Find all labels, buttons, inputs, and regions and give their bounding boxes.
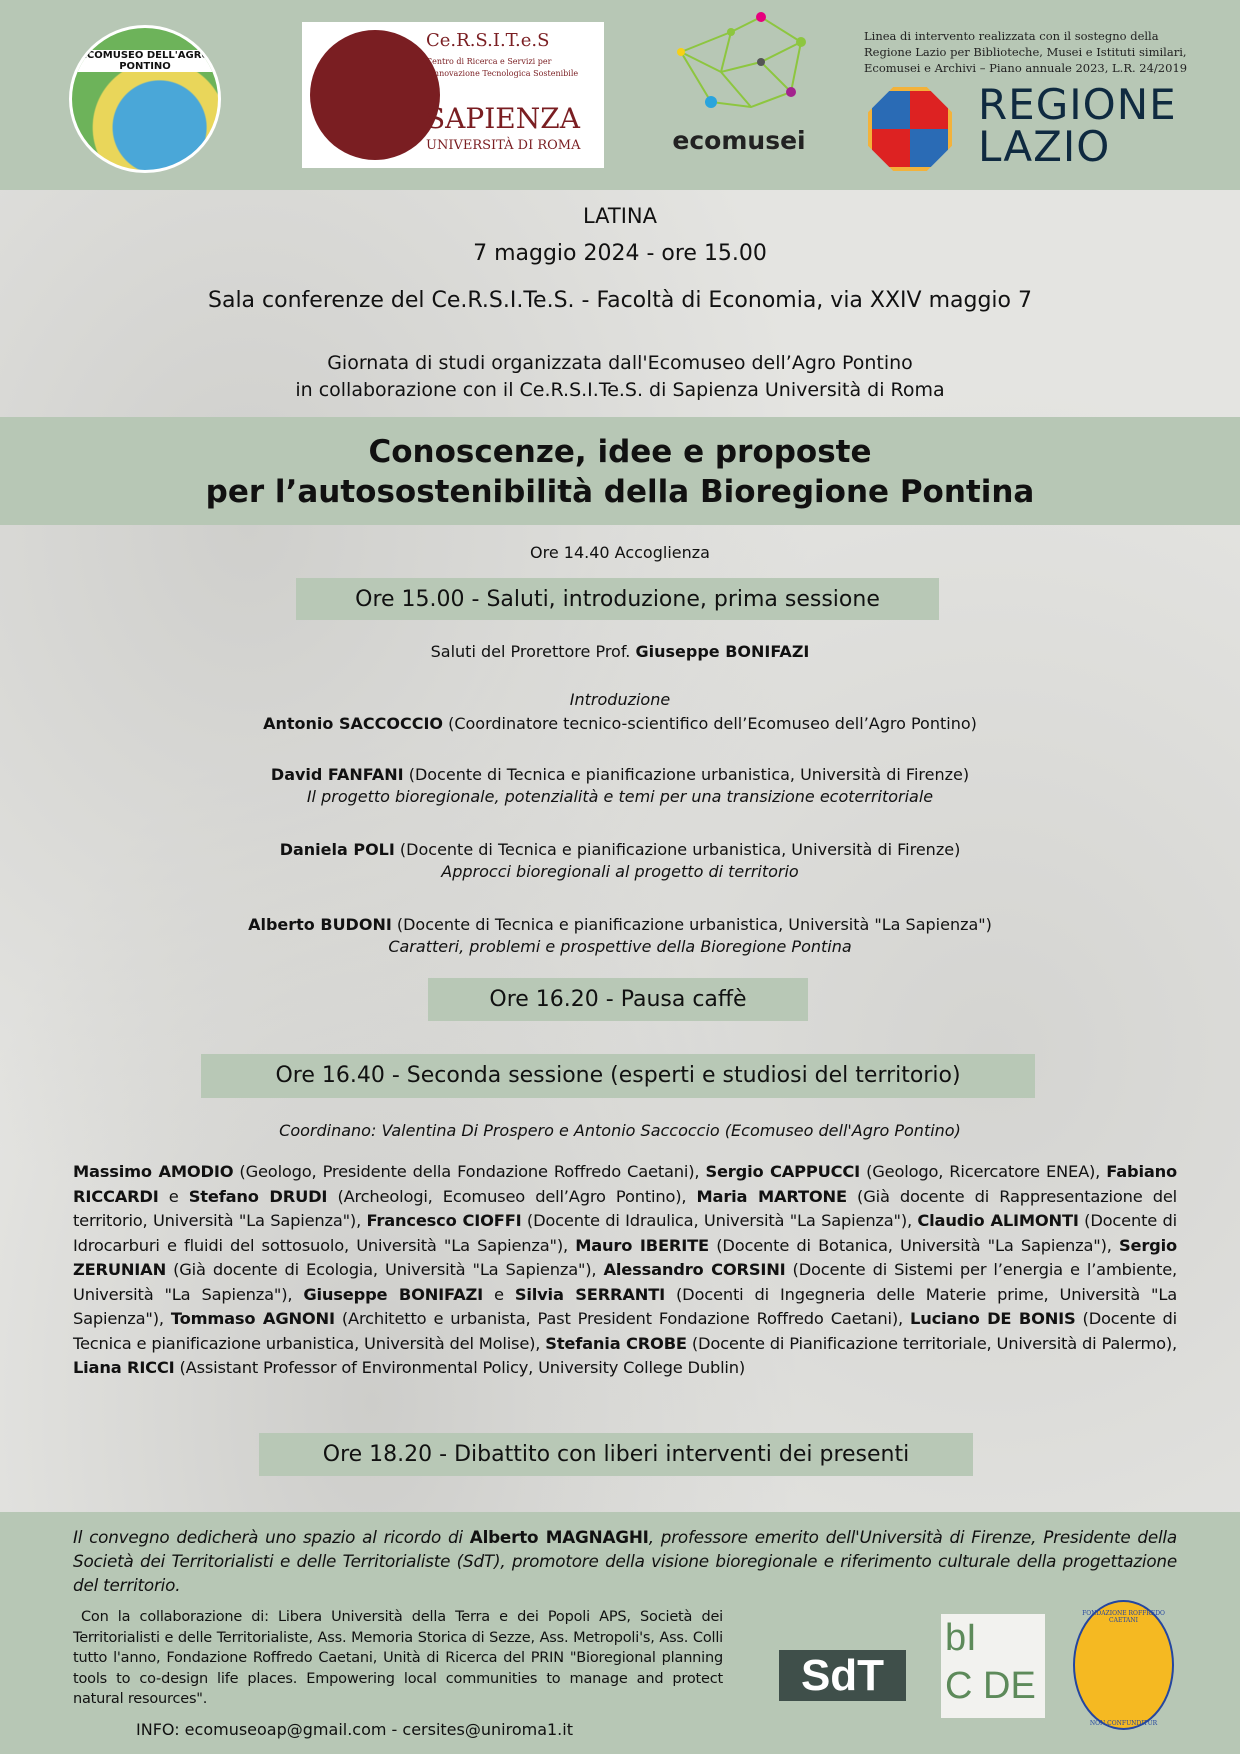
session-1-heading: Ore 15.00 - Saluti, introduzione, prima sessione xyxy=(296,578,939,620)
text-segment: (Geologo, Presidente della Fondazione Roffredo Caetani), xyxy=(233,1162,706,1181)
event-date: 7 maggio 2024 - ore 15.00 xyxy=(473,241,767,266)
text-segment: (Docente di Sistemi per l’energia e l’ambiente, Università "La Sapienza"), xyxy=(73,1260,1177,1304)
ecomuseo-logo: ECOMUSEO DELL'AGRO PONTINO xyxy=(69,25,221,173)
person-name: Liana RICCI xyxy=(73,1358,175,1377)
person-name: Claudio ALIMONTI xyxy=(917,1211,1079,1230)
person-name: Luciano DE BONIS xyxy=(910,1309,1076,1328)
talk-4: Alberto BUDONI (Docente di Tecnica e pianificazione urbanistica, Università "La Sapienza") Caratteri, problemi e prospettive della Bioregione Pontina xyxy=(248,915,992,956)
regione-lazio-wordmark: REGIONE LAZIO xyxy=(978,80,1177,171)
coffee-break-heading: Ore 16.20 - Pausa caffè xyxy=(428,978,808,1021)
ecomusei-logo: ecomusei xyxy=(671,12,807,172)
person-name: Stefania CROBE xyxy=(545,1333,687,1353)
text-segment: (Geologo, Ricercatore ENEA), xyxy=(860,1162,1107,1181)
event-title-line-2: per l’autosostenibilità della Bioregione Pontina xyxy=(205,474,1035,510)
network-icon xyxy=(671,12,807,122)
contact-info: INFO: ecomuseoap@gmail.com - cersites@uniroma1.it xyxy=(136,1720,573,1739)
person-name: Massimo AMODIO xyxy=(73,1162,234,1181)
organizer-line-2: in collaborazione con il Ce.R.S.I.Te.S. di Sapienza Università di Roma xyxy=(295,379,945,401)
session-2-heading: Ore 16.40 - Seconda sessione (esperti e studiosi del territorio) xyxy=(201,1054,1035,1098)
text-segment: , professore emerito dell'Università di Firenze, Presidente della Società dei Territorialisti e delle Territorialiste (SdT), promotore della visione bioregionale e riferimento culturale della progettazione del territorio. xyxy=(73,1527,1177,1595)
text-segment: (Già docente di Rappresentazione del territorio, Università "La Sapienza"), xyxy=(73,1186,1178,1230)
funding-note: Linea di intervento realizzata con il sostegno della Regione Lazio per Biblioteche, Musei e Istituti similari, Ecomusei e Archivi – Piano annuale 2023, L.R. 24/2019 xyxy=(864,29,1188,75)
text-segment: (Docenti di Ingegneria delle Materie prime, Università "La Sapienza"), xyxy=(73,1284,1177,1328)
person-name: Giuseppe BONIFAZI xyxy=(303,1284,483,1304)
event-title-line-1: Conoscenze, idee e proposte xyxy=(368,434,872,470)
talk-2: David FANFANI (Docente di Tecnica e pianificazione urbanistica, Università di Firenze) Il progetto bioregionale, potenzialità e temi per una transizione ecoterritoriale xyxy=(270,765,970,806)
intro-label: Introduzione xyxy=(569,690,671,709)
text-segment: (Docente di Tecnica e pianificazione urbanistica, Università del Molise), xyxy=(73,1309,1177,1353)
person-name: Maria MARTONE xyxy=(696,1186,847,1206)
greetings: Saluti del Prorettore Prof. Giuseppe BONIFAZI xyxy=(430,642,810,661)
biocode-logo: bI C DE xyxy=(941,1614,1045,1718)
memorial-paragraph xyxy=(73,1525,1177,1597)
text-segment: Il convegno dedicherà uno spazio al ricordo di xyxy=(73,1527,470,1547)
sapienza-seal xyxy=(310,30,440,160)
fondazione-caetani-logo: FONDAZIONE ROFFREDO CAETANI NON CONFUNDITUR xyxy=(1073,1600,1174,1730)
text-segment: (Docente di Idraulica, Università "La Sapienza"), xyxy=(521,1211,918,1230)
text-segment: e xyxy=(158,1186,189,1206)
person-name: Mauro IBERITE xyxy=(575,1235,709,1255)
person-name: Alessandro CORSINI xyxy=(603,1260,786,1279)
sdt-logo: SdT xyxy=(779,1650,906,1701)
text-segment: (Archeologi, Ecomuseo dell’Agro Pontino), xyxy=(327,1186,697,1206)
text-segment: (Già docente di Ecologia, Università "La Sapienza"), xyxy=(166,1260,604,1279)
person-name: Silvia SERRANTI xyxy=(514,1284,665,1304)
experts-paragraph xyxy=(73,1160,1177,1381)
coordinators: Coordinano: Valentina Di Prospero e Antonio Saccoccio (Ecomuseo dell'Agro Pontino) xyxy=(279,1121,961,1140)
text-segment: e xyxy=(482,1284,515,1304)
text-segment: (Docente di Idrocarburi e fluidi del sottosuolo, Università "La Sapienza"), xyxy=(73,1211,1177,1255)
person-name: Fabiano RICCARDI xyxy=(73,1162,1178,1206)
person-name: Tommaso AGNONI xyxy=(170,1309,335,1328)
event-city: LATINA xyxy=(582,204,657,228)
collaboration-paragraph: Con la collaborazione di: Libera Università della Terra e dei Popoli APS, Società dei Territorialisti e delle Territorialiste, Ass. Memoria Storica di Sezze, Ass. Metropoli's, Ass. Colli tutto l'anno, Fondazione Roffredo Caetani, Unità di Ricerca del PRIN "Bioregional planning tools to co-design life places. Empowering local communities to manage and protect natural resources". xyxy=(73,1609,723,1707)
talk-1: Antonio SACCOCCIO (Coordinatore tecnico-scientifico dell’Ecomuseo dell’Agro Pontino) xyxy=(263,714,977,733)
talk-3: Daniela POLI (Docente di Tecnica e pianificazione urbanistica, Università di Firenze) Approcci bioregionali al progetto di territorio xyxy=(279,840,961,881)
person-name: Alberto MAGNAGHI xyxy=(469,1527,649,1547)
text-segment: (Docente di Pianificazione territoriale, Università di Palermo), xyxy=(686,1333,1178,1353)
organizer-line-1: Giornata di studi organizzata dall'Ecomuseo dell’Agro Pontino xyxy=(327,352,913,374)
person-name: Sergio CAPPUCCI xyxy=(705,1162,861,1181)
cersites-sapienza-logo: Ce.R.S.I.T.e.S Centro di Ricerca e Servizi per l'Innovazione Tecnologica Sostenibile SAPIENZA UNIVERSITÀ DI ROMA xyxy=(302,22,604,168)
event-venue: Sala conferenze del Ce.R.S.I.Te.S. - Facoltà di Economia, via XXIV maggio 7 xyxy=(208,288,1032,313)
text-segment: (Architetto e urbanista, Past President Fondazione Roffredo Caetani), xyxy=(334,1309,911,1328)
person-name: Sergio ZERUNIAN xyxy=(73,1235,1177,1279)
debate-heading: Ore 18.20 - Dibattito con liberi interventi dei presenti xyxy=(259,1433,973,1476)
text-segment: (Assistant Professor of Environmental Policy, University College Dublin) xyxy=(174,1358,746,1377)
person-name: Stefano DRUDI xyxy=(188,1186,328,1206)
welcome-time: Ore 14.40 Accoglienza xyxy=(530,543,710,562)
text-segment: (Docente di Botanica, Università "La Sapienza"), xyxy=(708,1235,1119,1255)
person-name: Francesco CIOFFI xyxy=(366,1211,522,1230)
